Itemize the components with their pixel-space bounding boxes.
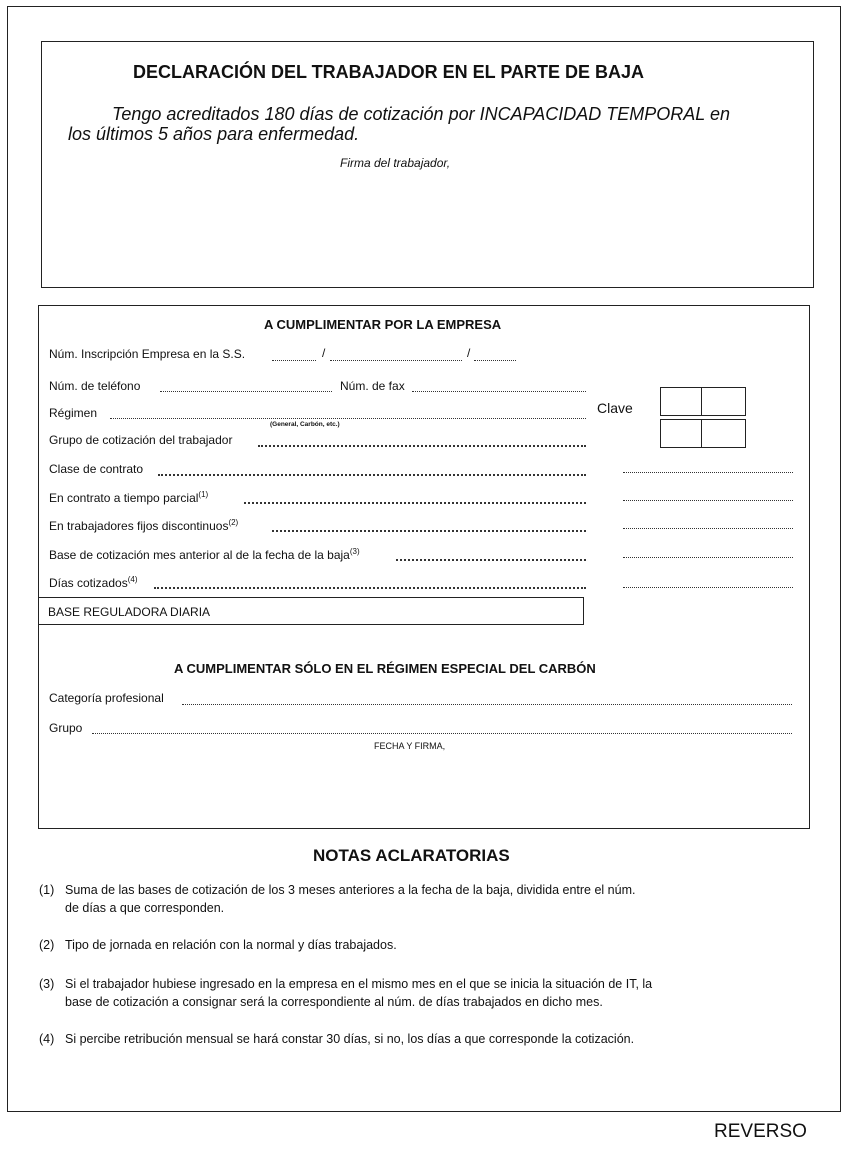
dias-cotizados-label: Días cotizados$^{(4)}$ <box>49 575 138 590</box>
phone-label: Núm. de teléfono <box>49 379 141 393</box>
note-number: (4) <box>39 1032 55 1046</box>
parcial-dots <box>244 502 586 504</box>
clase-contrato-field[interactable] <box>623 472 793 473</box>
fijos-dots <box>272 530 586 532</box>
note-item <box>39 975 652 1011</box>
grupo-cotizacion-label: Grupo de cotización del trabajador <box>49 433 233 447</box>
declaration-statement-line2: los últimos 5 años para enfermedad. <box>68 124 360 144</box>
fijos-discontinuos-label: En trabajadores fijos discontinuos$^{(2)}$ <box>49 518 239 533</box>
carbon-grupo-label: Grupo <box>49 721 83 735</box>
note-text: Tipo de jornada en relación con la normal y días trabajados. <box>65 938 397 952</box>
note-item <box>39 1030 634 1048</box>
note-text: Si el trabajador hubiese ingresado en la empresa en el mismo mes en el que se inicia la situación de IT, la <box>65 977 653 991</box>
base-cotizacion-label: Base de cotización mes anterior al de la fecha de la baja$^{(3)}$ <box>49 547 360 562</box>
worker-signature-label: Firma del trabajador, <box>340 156 451 170</box>
carbon-grupo-field[interactable] <box>92 733 792 734</box>
fijos-field[interactable] <box>623 528 793 529</box>
note-text-continued: de días a que corresponden. <box>65 901 225 915</box>
regimen-label: Régimen <box>49 406 98 420</box>
inscription-field-1[interactable] <box>272 360 316 361</box>
categoria-label: Categoría profesional <box>49 691 164 705</box>
inscription-field-3[interactable] <box>474 360 516 361</box>
phone-field[interactable] <box>160 391 332 392</box>
note-item <box>39 936 397 954</box>
base-reguladora-label: BASE REGULADORA DIARIA <box>48 605 211 619</box>
declaration-title: DECLARACIÓN DEL TRABAJADOR EN EL PARTE DE BAJA <box>133 62 645 82</box>
note-text: Si percibe retribución mensual se hará constar 30 días, si no, los días a que corresponde la cotización. <box>65 1032 635 1046</box>
inscription-label: Núm. Inscripción Empresa en la S.S. <box>49 347 246 361</box>
clave-cell-3[interactable] <box>660 419 703 448</box>
clave-cell-4[interactable] <box>701 419 746 448</box>
base-cotizacion-field[interactable] <box>623 557 793 558</box>
note-number: (1) <box>39 883 55 897</box>
fax-label: Núm. de fax <box>340 379 405 393</box>
base-cotizacion-dots <box>396 559 586 561</box>
company-section-title: A CUMPLIMENTAR POR LA EMPRESA <box>264 317 502 332</box>
clave-label: Clave <box>597 400 633 416</box>
note-number: (2) <box>39 938 55 952</box>
fax-field[interactable] <box>412 391 586 392</box>
fecha-firma-label: FECHA Y FIRMA, <box>374 741 446 751</box>
parcial-label: En contrato a tiempo parcial$^{(1)}$ <box>49 490 209 505</box>
clave-cell-1[interactable] <box>660 387 703 416</box>
reverso-label: REVERSO <box>714 1121 807 1142</box>
carbon-section-title: A CUMPLIMENTAR SÓLO EN EL RÉGIMEN ESPECIAL DEL CARBÓN <box>174 661 596 676</box>
regimen-hint: (General, Carbón, etc.) <box>270 421 340 428</box>
clase-contrato-dots <box>158 474 586 476</box>
clase-contrato-label: Clase de contrato <box>49 462 144 476</box>
notes-title: NOTAS ACLARATORIAS <box>313 846 510 865</box>
inscription-slash-2: / <box>467 346 471 360</box>
dias-cotizados-dots <box>154 587 586 589</box>
inscription-slash-1: / <box>322 346 326 360</box>
clave-cell-2[interactable] <box>701 387 746 416</box>
declaration-statement-line1: Tengo acreditados 180 días de cotización por INCAPACIDAD TEMPORAL en <box>112 104 730 124</box>
dias-cotizados-field[interactable] <box>623 587 793 588</box>
note-item <box>39 881 635 917</box>
regimen-field[interactable] <box>110 418 586 419</box>
note-number: (3) <box>39 977 55 991</box>
categoria-field[interactable] <box>182 704 792 705</box>
inscription-field-2[interactable] <box>330 360 462 361</box>
grupo-cotizacion-field[interactable] <box>258 445 586 447</box>
note-text: Suma de las bases de cotización de los 3 meses anteriores a la fecha de la baja, dividida entre el núm. <box>65 883 636 897</box>
parcial-field[interactable] <box>623 500 793 501</box>
note-text-continued: base de cotización a consignar será la correspondiente al núm. de días trabajados en dicho mes. <box>65 995 603 1009</box>
